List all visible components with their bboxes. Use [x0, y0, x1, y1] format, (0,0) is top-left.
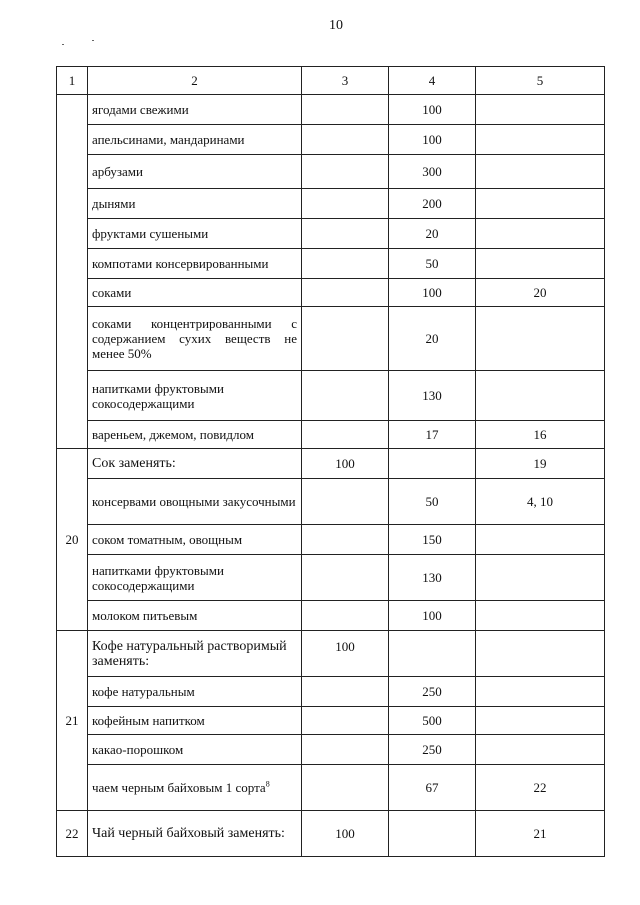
replacement-amount: 20 [389, 307, 476, 371]
scan-speck [62, 44, 64, 45]
replacement-amount: 250 [389, 677, 476, 707]
header-cell: 3 [302, 67, 389, 95]
base-amount [302, 371, 389, 421]
table-row [57, 765, 605, 811]
table-row [57, 307, 605, 371]
table-row [57, 735, 605, 765]
replacement-amount: 100 [389, 125, 476, 155]
reference-column: 20 [476, 279, 605, 307]
product-name: арбузами [88, 155, 302, 189]
base-amount [302, 125, 389, 155]
reference-column [476, 525, 605, 555]
table-row [57, 555, 605, 601]
header-row [57, 67, 605, 95]
replacement-amount: 20 [389, 219, 476, 249]
reference-column [476, 707, 605, 735]
base-amount [302, 765, 389, 811]
header-cell: 4 [389, 67, 476, 95]
table-row [57, 479, 605, 525]
reference-column [476, 735, 605, 765]
product-name: соками концентрированными с содержанием сухих веществ не менее 50% [88, 307, 302, 371]
product-name: компотами консервированными [88, 249, 302, 279]
product-name: ягодами свежими [88, 95, 302, 125]
table-row [57, 219, 605, 249]
reference-column: 4, 10 [476, 479, 605, 525]
table-row [57, 371, 605, 421]
reference-column: 19 [476, 449, 605, 479]
scan-speck [92, 40, 94, 41]
product-name: кофе натуральным [88, 677, 302, 707]
table-row [57, 631, 605, 677]
header-cell: 5 [476, 67, 605, 95]
base-amount [302, 601, 389, 631]
reference-column [476, 219, 605, 249]
reference-column: 21 [476, 811, 605, 857]
table-row [57, 155, 605, 189]
base-amount [302, 249, 389, 279]
product-name: фруктами сушеными [88, 219, 302, 249]
product-name: Кофе натуральный растворимый заменять: [88, 631, 302, 677]
header-cell: 2 [88, 67, 302, 95]
base-amount [302, 155, 389, 189]
row-number [57, 95, 88, 449]
base-amount: 100 [302, 631, 389, 677]
table-row [57, 601, 605, 631]
base-amount: 100 [302, 811, 389, 857]
product-name: апельсинами, мандаринами [88, 125, 302, 155]
replacement-amount: 67 [389, 765, 476, 811]
product-name: напитками фруктовыми сокосодержащими [88, 371, 302, 421]
row-number: 20 [57, 449, 88, 631]
product-name [88, 765, 302, 811]
replacement-amount: 200 [389, 189, 476, 219]
replacement-amount [389, 449, 476, 479]
product-name: кофейным напитком [88, 707, 302, 735]
header-cell: 1 [57, 67, 88, 95]
product-name: Чай черный байховый заменять: [88, 811, 302, 857]
replacement-amount: 300 [389, 155, 476, 189]
product-name: соками [88, 279, 302, 307]
product-name: консервами овощными закусочными [88, 479, 302, 525]
reference-column [476, 249, 605, 279]
product-name: вареньем, джемом, повидлом [88, 421, 302, 449]
table-row [57, 125, 605, 155]
table-row [57, 449, 605, 479]
reference-column [476, 155, 605, 189]
replacement-amount: 100 [389, 279, 476, 307]
reference-column [476, 601, 605, 631]
base-amount [302, 95, 389, 125]
product-name: молоком питьевым [88, 601, 302, 631]
reference-column [476, 631, 605, 677]
replacement-amount [389, 811, 476, 857]
replacement-amount: 130 [389, 371, 476, 421]
product-name: дынями [88, 189, 302, 219]
row-number: 21 [57, 631, 88, 811]
replacement-amount: 130 [389, 555, 476, 601]
base-amount [302, 707, 389, 735]
product-name: напитками фруктовыми сокосодержащими [88, 555, 302, 601]
product-name: какао-порошком [88, 735, 302, 765]
base-amount: 100 [302, 449, 389, 479]
base-amount [302, 189, 389, 219]
footnote-mark: 8 [265, 779, 270, 789]
replacement-amount: 150 [389, 525, 476, 555]
table-row [57, 95, 605, 125]
base-amount [302, 677, 389, 707]
replacement-amount: 100 [389, 95, 476, 125]
replacement-amount [389, 631, 476, 677]
reference-column [476, 677, 605, 707]
table-row [57, 421, 605, 449]
page-number: 10 [329, 18, 343, 33]
base-amount [302, 555, 389, 601]
product-name: Сок заменять: [88, 449, 302, 479]
reference-column [476, 555, 605, 601]
reference-column [476, 189, 605, 219]
reference-column: 16 [476, 421, 605, 449]
table-row [57, 525, 605, 555]
table-row [57, 249, 605, 279]
table-row [57, 279, 605, 307]
replacement-amount: 500 [389, 707, 476, 735]
reference-column [476, 307, 605, 371]
base-amount [302, 525, 389, 555]
replacement-amount: 250 [389, 735, 476, 765]
base-amount [302, 735, 389, 765]
table-row [57, 677, 605, 707]
reference-column [476, 371, 605, 421]
replacement-amount: 100 [389, 601, 476, 631]
product-name-text: чаем черным байховым 1 сорта [92, 780, 266, 795]
reference-column [476, 95, 605, 125]
table-row [57, 811, 605, 857]
base-amount [302, 279, 389, 307]
reference-column: 22 [476, 765, 605, 811]
base-amount [302, 421, 389, 449]
replacement-amount: 50 [389, 479, 476, 525]
base-amount [302, 307, 389, 371]
table-row [57, 189, 605, 219]
row-number: 22 [57, 811, 88, 857]
replacement-amount: 17 [389, 421, 476, 449]
replacement-amount: 50 [389, 249, 476, 279]
substitution-table [56, 66, 605, 857]
product-name: соком томатным, овощным [88, 525, 302, 555]
table-row [57, 707, 605, 735]
reference-column [476, 125, 605, 155]
base-amount [302, 219, 389, 249]
base-amount [302, 479, 389, 525]
